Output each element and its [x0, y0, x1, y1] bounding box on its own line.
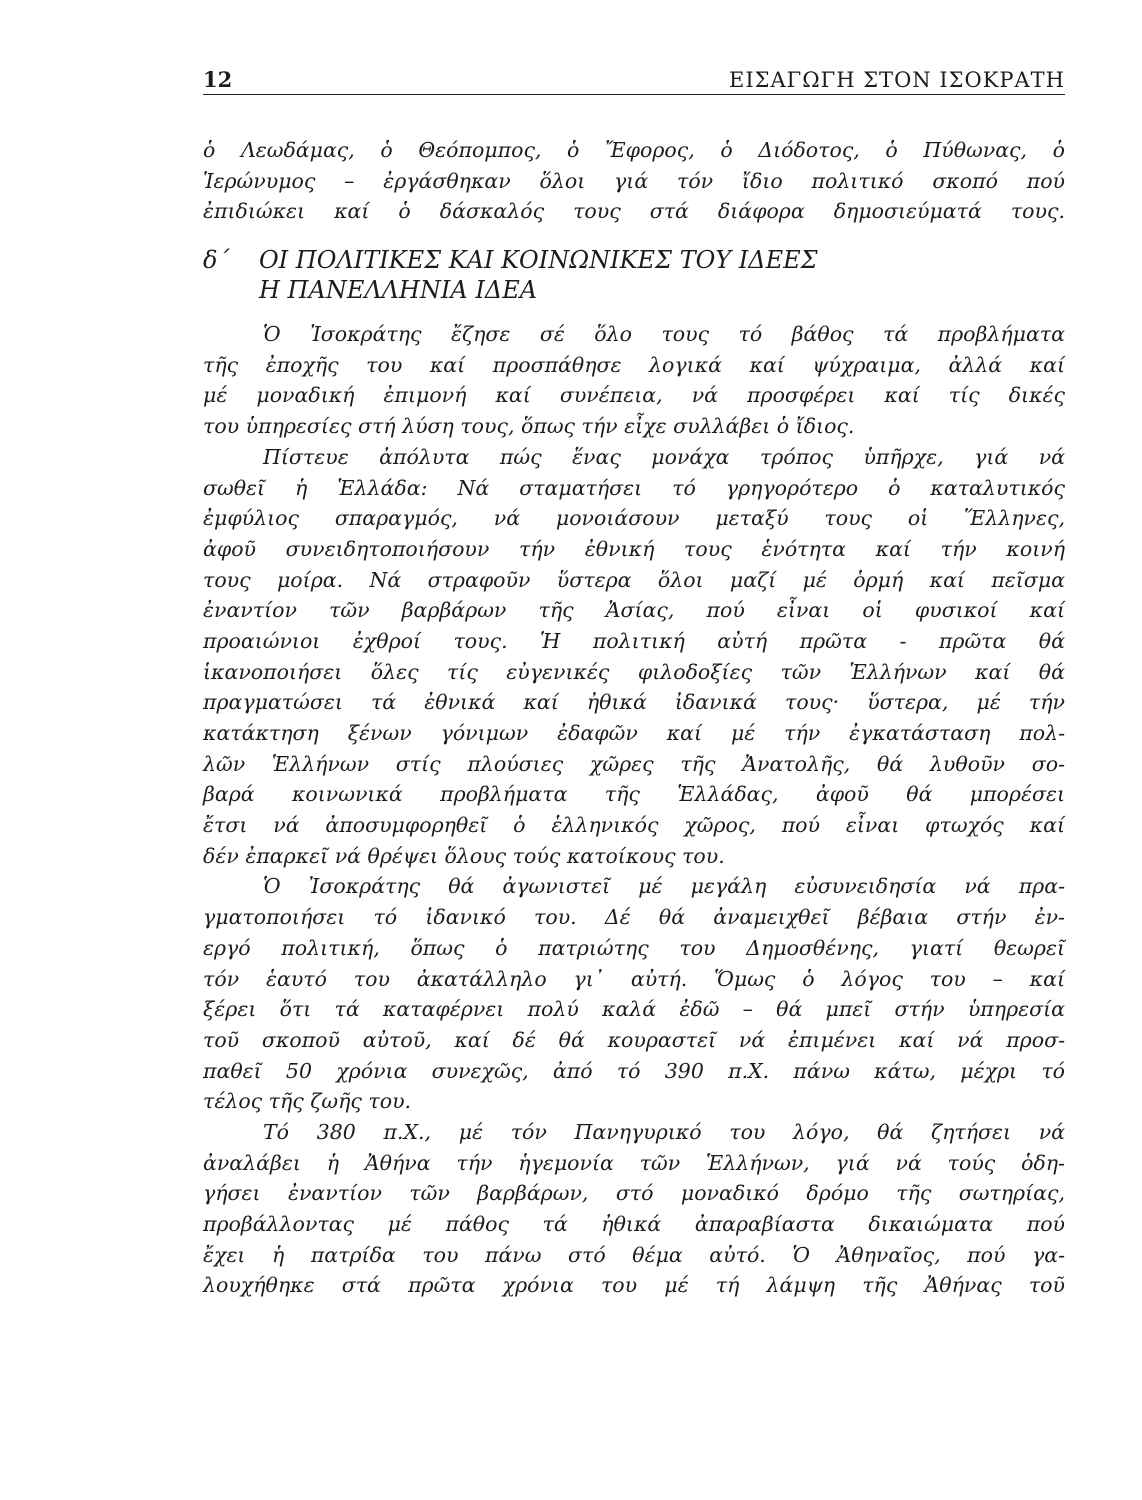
text-line: ξέρει ὅτι τά καταφέρνει πολύ καλά ἐδῶ – θά μπεῖ στήν ὑπηρεσία [203, 997, 1065, 1022]
text-line: τόν ἑαυτό του ἀκατάλληλο γι᾿ αὐτή. Ὅμως ὁ λόγος του – καί [203, 966, 1065, 991]
text-line: εργό πολιτική, ὅπως ὁ πατριώτης του Δημοσθένης, γιατί θεωρεῖ [203, 935, 1065, 960]
book-page [203, 56, 1065, 1301]
text-line: τῆς ἐποχῆς του καί προσπάθησε λογικά καί ψύχραιμα, ἀλλά καί [203, 352, 1065, 377]
paragraph-4 [203, 1117, 1065, 1301]
text-line: ἔτσι νά ἀποσυμφορηθεῖ ὁ ἑλληνικός χῶρος, πού εἶναι φτωχός καί [203, 813, 1065, 838]
section-heading [203, 245, 1065, 305]
intro-paragraph [203, 135, 1065, 227]
paragraph-2 [203, 442, 1065, 872]
text-line: Ἱερώνυμος – ἐργάσθηκαν ὅλοι γιά τόν ἴδιο πολιτικό σκοπό πού [203, 168, 1065, 193]
text-line: πραγματώσει τά ἐθνικά καί ἠθικά ἰδανικά τους· ὕστερα, μέ τήν [203, 690, 1065, 715]
text-line: τους μοίρα. Νά στραφοῦν ὕστερα ὅλοι μαζί μέ ὁρμή καί πεῖσμα [203, 567, 1065, 592]
text-line: τέλος τῆς ζωῆς του. [203, 1089, 412, 1114]
text-line: δέν ἐπαρκεῖ νά θρέψει ὅλους τούς κατοίκους του. [203, 843, 725, 868]
text-line: ἐμφύλιος σπαραγμός, νά μονοιάσουν μεταξύ τους οἱ Ἕλληνες, [203, 506, 1065, 531]
section-marker: δ΄ [203, 246, 230, 275]
text-line: τοῦ σκοποῦ αὐτοῦ, καί δέ θά κουραστεῖ νά ἐπιμένει καί νά προσ- [203, 1027, 1065, 1052]
text-line: ἐπιδιώκει καί ὁ δάσκαλός τους στά διάφορα δημοσιεύματά τους. [203, 199, 1065, 224]
text-line: γματοποιήσει τό ἰδανικό του. Δέ θά ἀναμειχθεῖ βέβαια στήν ἐν- [203, 905, 1065, 930]
text-line: λουχήθηκε στά πρῶτα χρόνια του μέ τή λάμψη τῆς Ἀθήνας τοῦ [203, 1273, 1065, 1298]
text-line: βαρά κοινωνικά προβλήματα τῆς Ἑλλάδας, ἀφοῦ θά μπορέσει [203, 782, 1065, 807]
section-title-line1: ΟΙ ΠΟΛΙΤΙΚΕΣ ΚΑΙ ΚΟΙΝΩΝΙΚΕΣ ΤΟΥ ΙΔΕΕΣ [259, 246, 818, 275]
text-line: ἐναντίον τῶν βαρβάρων τῆς Ἀσίας, πού εἶναι οἱ φυσικοί καί [203, 598, 1065, 623]
page-number: 12 [203, 67, 233, 92]
text-line: μέ μοναδική ἐπιμονή καί συνέπεια, νά προσφέρει καί τίς δικές [203, 383, 1065, 408]
text-line: προαιώνιοι ἐχθροί τους. Ἡ πολιτική αὐτή πρῶτα - πρῶτα θά [203, 628, 1065, 653]
text-line: ἀφοῦ συνειδητοποιήσουν τήν ἐθνική τους ἑνότητα καί τήν κοινή [203, 536, 1065, 561]
paragraph-3 [203, 871, 1065, 1117]
running-title: ΕΙΣΑΓΩΓΗ ΣΤΟΝ ΙΣΟΚΡΑΤΗ [729, 68, 1065, 92]
text-line: σωθεῖ ἡ Ἑλλάδα: Νά σταματήσει τό γρηγορότερο ὁ καταλυτικός [203, 475, 1065, 500]
text-line: ὁ Λεωδάμας, ὁ Θεόπομπος, ὁ Ἔφορος, ὁ Διόδοτος, ὁ Πύθωνας, ὁ [203, 138, 1065, 162]
text-line: λῶν Ἑλλήνων στίς πλούσιες χῶρες τῆς Ἀνατολῆς, θά λυθοῦν σο- [203, 751, 1065, 776]
text-line: γήσει ἐναντίον τῶν βαρβάρων, στό μοναδικό δρόμο τῆς σωτηρίας, [203, 1181, 1065, 1206]
text-line: ἔχει ἡ πατρίδα του πάνω στό θέμα αὐτό. Ὁ Ἀθηναῖος, πού γα- [203, 1242, 1065, 1267]
text-line: παθεῖ 50 χρόνια συνεχῶς, ἀπό τό 390 π.Χ. πάνω κάτω, μέχρι τό [203, 1058, 1065, 1083]
text-line: ἱκανοποιήσει ὅλες τίς εὐγενικές φιλοδοξίες τῶν Ἑλλήνων καί θά [203, 659, 1065, 684]
text-line: Τό 380 π.Χ., μέ τόν Πανηγυρικό του λόγο, θά ζητήσει νά [263, 1119, 1065, 1144]
section-title-line2: Η ΠΑΝΕΛΛΗΝΙΑ ΙΔΕΑ [259, 276, 538, 305]
text-line: ἀναλάβει ἡ Ἀθήνα τήν ἡγεμονία τῶν Ἑλλήνων, γιά νά τούς ὁδη- [203, 1150, 1065, 1175]
text-line: κατάκτηση ξένων γόνιμων ἐδαφῶν καί μέ τήν ἐγκατάσταση πολ- [203, 721, 1065, 745]
text-line: Πίστευε ἀπόλυτα πώς ἕνας μονάχα τρόπος ὑπῆρχε, γιά νά [263, 444, 1065, 469]
text-line: του ὑπηρεσίες στή λύση τους, ὅπως τήν εἶχε συλλάβει ὁ ἴδιος. [203, 414, 855, 439]
text-line: Ὁ Ἰσοκράτης ἔζησε σέ ὅλο τους τό βάθος τά προβλήματα [263, 322, 1065, 347]
running-header [203, 56, 1065, 94]
text-line: προβάλλοντας μέ πάθος τά ἠθικά ἀπαραβίαστα δικαιώματα πού [203, 1212, 1065, 1236]
paragraph-1 [203, 319, 1065, 442]
text-line: Ὁ Ἰσοκράτης θά ἀγωνιστεῖ μέ μεγάλη εὐσυνειδησία νά πρα- [263, 874, 1065, 899]
header-rule [203, 94, 1065, 95]
